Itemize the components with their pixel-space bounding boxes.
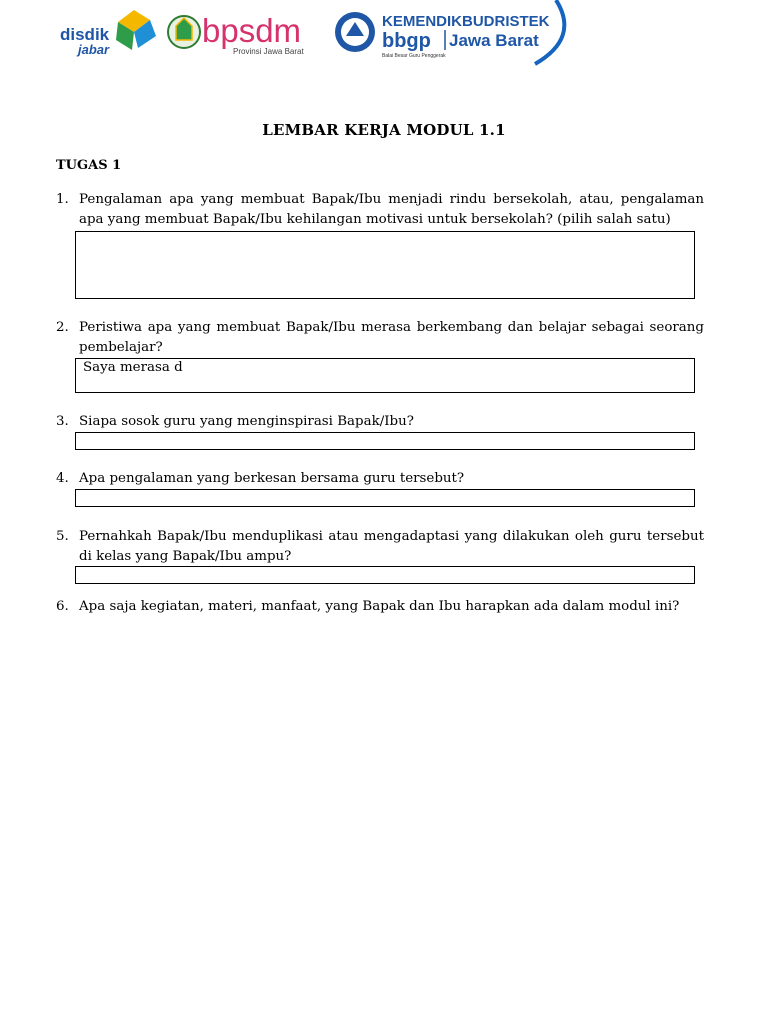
kemendik-logo-text: KEMENDIKBUDRISTEK <box>382 13 550 30</box>
answer-field-2[interactable] <box>75 358 695 393</box>
question-number: 1. <box>56 192 69 207</box>
question-number: 6. <box>56 599 69 614</box>
jawa-barat-logo-text: Jawa Barat <box>449 31 539 50</box>
question-number: 4. <box>56 471 69 486</box>
bpsdm-subtitle: Provinsi Jawa Barat <box>233 47 304 56</box>
header-logos <box>0 0 768 70</box>
question-text: Pernahkah Bapak/Ibu menduplikasi atau mengadaptasi yang dilakukan oleh guru tersebut di kelas yang Bapak/Ibu ampu? <box>79 529 704 564</box>
disdik-logo-text: disdik <box>60 25 110 44</box>
worksheet-title: LEMBAR KERJA MODUL 1.1 <box>262 121 506 139</box>
question-2 <box>56 318 704 357</box>
bbgp-tagline: Balai Besar Guru Penggerak <box>382 53 446 59</box>
bbgp-logo-text: bbgp <box>382 30 431 52</box>
question-text: Pengalaman apa yang membuat Bapak/Ibu menjadi rindu bersekolah, atau, pengalaman apa yang membuat Bapak/Ibu kehilangan motivasi untuk bersekolah? (pilih salah satu) <box>79 192 704 227</box>
disdik-jabar-logo <box>60 10 156 57</box>
question-text: Siapa sosok guru yang menginspirasi Bapak/Ibu? <box>79 414 414 429</box>
bpsdm-logo <box>168 12 304 56</box>
question-text: Apa saja kegiatan, materi, manfaat, yang Bapak dan Ibu harapkan ada dalam modul ini? <box>79 599 680 614</box>
task-label: TUGAS 1 <box>56 158 122 173</box>
question-number: 2. <box>56 320 69 335</box>
answer-field-5[interactable] <box>75 566 695 584</box>
question-number: 5. <box>56 529 69 544</box>
jabar-logo-text: jabar <box>78 42 110 57</box>
answer-field-4[interactable] <box>75 489 695 507</box>
question-text: Apa pengalaman yang berkesan bersama guru tersebut? <box>79 471 465 486</box>
answer-field-3[interactable] <box>75 432 695 450</box>
question-4 <box>56 469 704 489</box>
question-1 <box>56 190 704 229</box>
question-6 <box>56 597 704 617</box>
question-text: Peristiwa apa yang membuat Bapak/Ibu merasa berkembang dan belajar sebagai seorang pembelajar? <box>79 320 704 355</box>
bpsdm-logo-text: bpsdm <box>202 12 302 49</box>
question-number: 3. <box>56 414 69 429</box>
question-5 <box>56 527 704 566</box>
answer-text: Saya merasa d <box>83 360 183 375</box>
question-3 <box>56 412 704 432</box>
header-swoosh <box>535 0 564 64</box>
kemendik-bbgp-logo <box>335 0 564 64</box>
answer-field-1[interactable] <box>75 231 695 299</box>
